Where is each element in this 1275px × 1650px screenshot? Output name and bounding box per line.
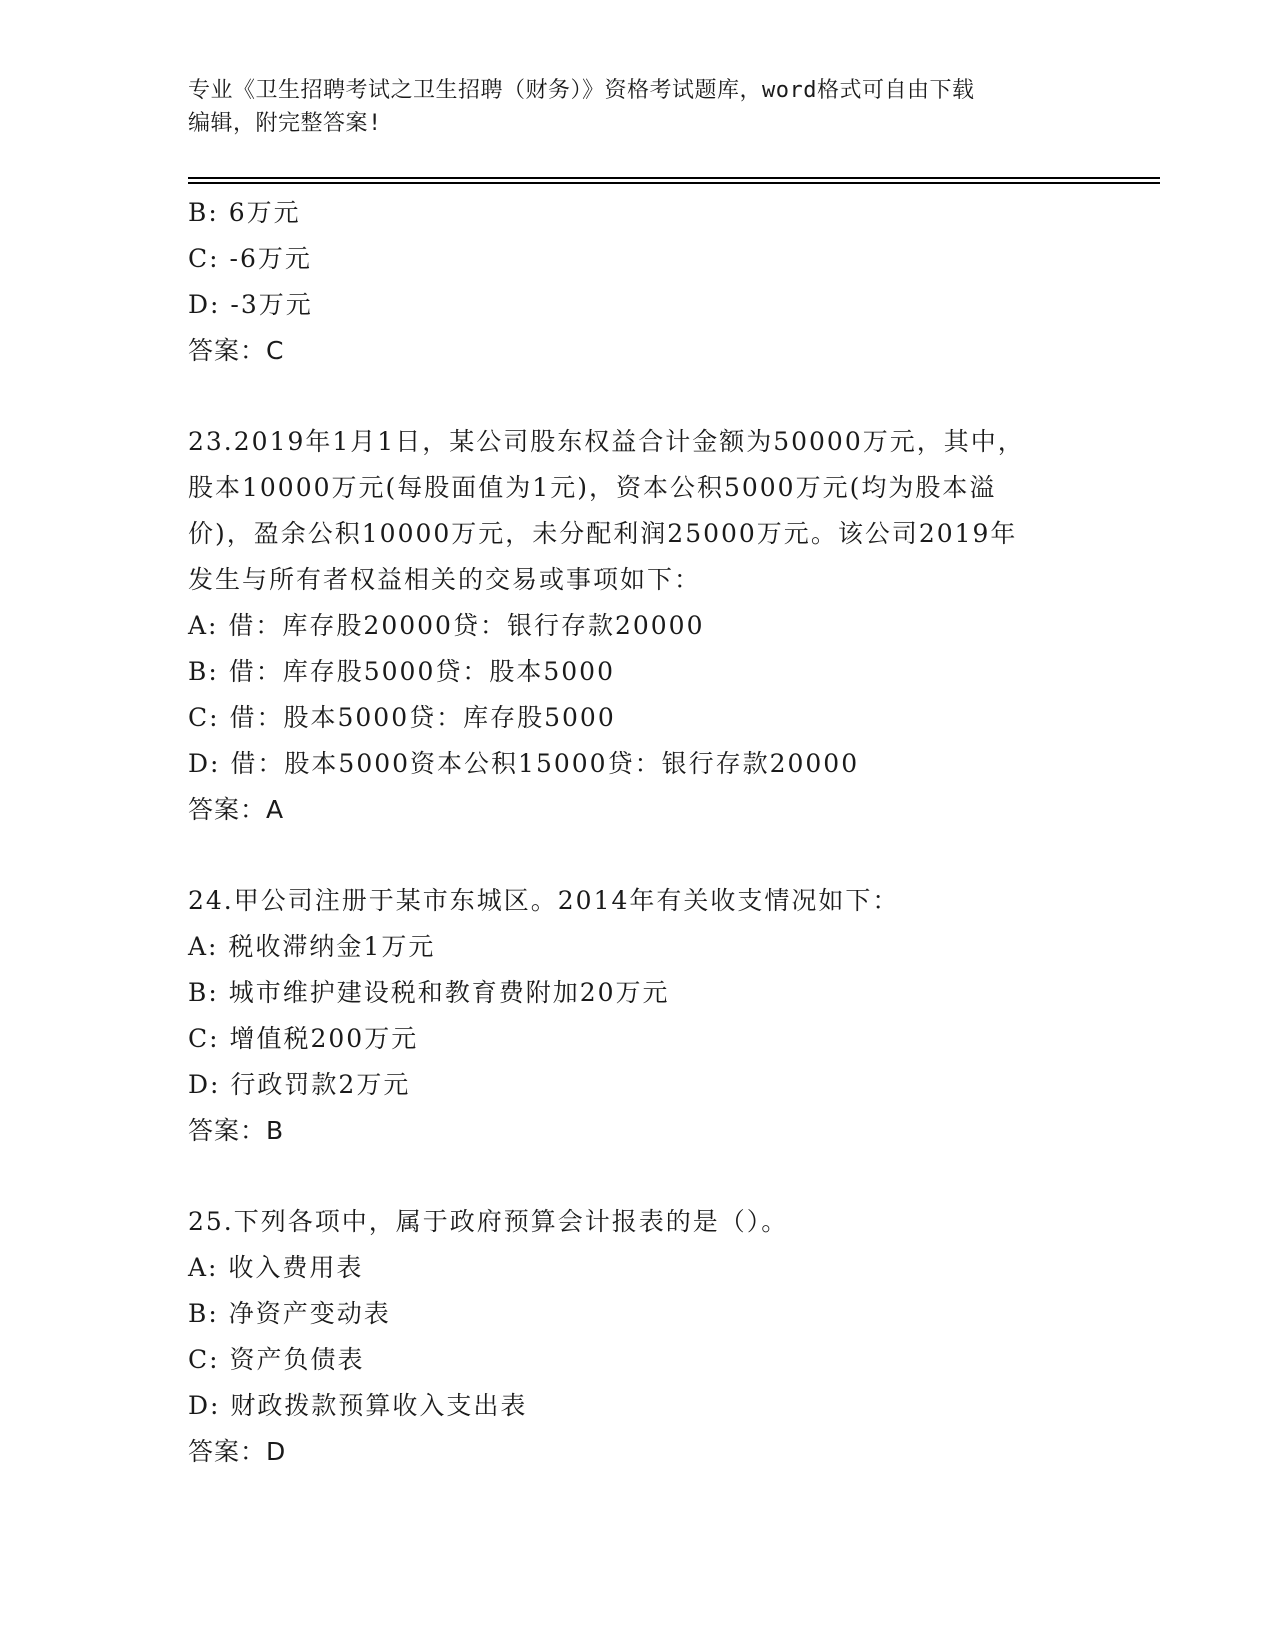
option-c: C: -6万元 xyxy=(188,244,312,273)
option-c: C: 增值税200万元 xyxy=(188,1024,419,1053)
question-stem-line: 23.2019年1月1日，某公司股东权益合计金额为50000万元，其中， xyxy=(188,427,1025,456)
question-stem-line: 25.下列各项中，属于政府预算会计报表的是（）。 xyxy=(188,1207,789,1236)
question-stem-line: 价)，盈余公积10000万元，未分配利润25000万元。该公司2019年 xyxy=(188,519,1018,548)
question-stem-line: 发生与所有者权益相关的交易或事项如下： xyxy=(188,565,702,594)
header-line-2: 编辑，附完整答案! xyxy=(188,111,382,136)
question-24 xyxy=(188,878,1088,1154)
answer: 答案：D xyxy=(188,1437,287,1466)
option-a: A: 收入费用表 xyxy=(188,1253,364,1282)
option-b: B: 净资产变动表 xyxy=(188,1299,391,1328)
answer: 答案：C xyxy=(188,336,285,365)
question-23 xyxy=(188,419,1088,833)
option-a: A: 借：库存股20000贷：银行存款20000 xyxy=(188,611,705,640)
answer: 答案：B xyxy=(188,1116,285,1145)
question-stem-line: 24.甲公司注册于某市东城区。2014年有关收支情况如下： xyxy=(188,886,900,915)
option-d: D: 借：股本5000资本公积15000贷：银行存款20000 xyxy=(188,749,860,778)
option-b: B: 6万元 xyxy=(188,198,301,227)
spacer xyxy=(188,833,1088,878)
header-divider-top xyxy=(188,177,1160,179)
option-b: B: 借：库存股5000贷：股本5000 xyxy=(188,657,615,686)
question-stem-line: 股本10000万元(每股面值为1元)，资本公积5000万元(均为股本溢 xyxy=(188,473,997,502)
option-d: D: 行政罚款2万元 xyxy=(188,1070,411,1099)
option-c: C: 资产负债表 xyxy=(188,1345,365,1374)
option-b: B: 城市维护建设税和教育费附加20万元 xyxy=(188,978,670,1007)
spacer xyxy=(188,1154,1088,1199)
question-list xyxy=(188,190,1088,1475)
document-header xyxy=(188,74,1088,140)
header-line-1: 专业《卫生招聘考试之卫生招聘（财务）》资格考试题库，word格式可自由下载 xyxy=(188,78,975,103)
option-a: A: 税收滞纳金1万元 xyxy=(188,932,436,961)
question-22-tail xyxy=(188,190,1088,374)
spacer xyxy=(188,374,1088,419)
question-25 xyxy=(188,1199,1088,1475)
option-c: C: 借：股本5000贷：库存股5000 xyxy=(188,703,616,732)
option-d: D: 财政拨款预算收入支出表 xyxy=(188,1391,528,1420)
option-d: D: -3万元 xyxy=(188,290,313,319)
header-divider-bottom xyxy=(188,182,1160,184)
answer: 答案：A xyxy=(188,795,285,824)
